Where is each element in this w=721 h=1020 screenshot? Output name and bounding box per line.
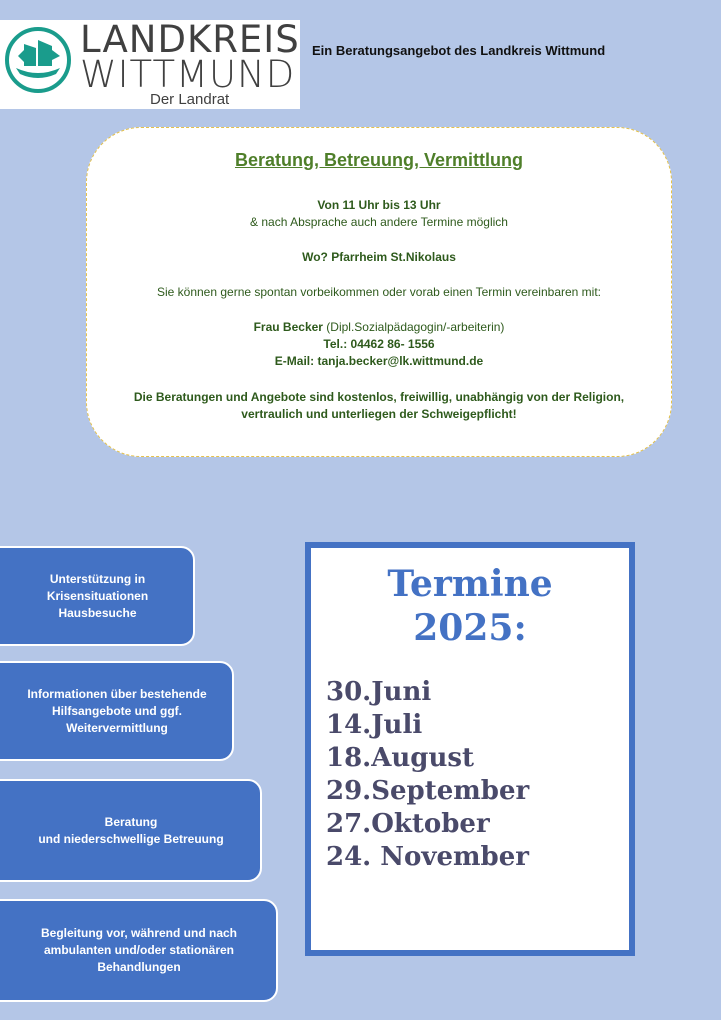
termine-date: 29.September bbox=[326, 776, 530, 806]
termine-box bbox=[305, 542, 635, 956]
service-box-4: Begleitung vor, während und nach ambulanten und/oder stationären Behandlungen bbox=[0, 899, 278, 1002]
info-contact bbox=[87, 320, 671, 334]
info-appointment: Sie können gerne spontan vorbeikommen oder vorab einen Termin vereinbaren mit: bbox=[156, 285, 602, 299]
header-note: Ein Beratungsangebot des Landkreis Wittmund bbox=[312, 43, 606, 58]
info-time-note: & nach Absprache auch andere Termine möglich bbox=[250, 215, 508, 229]
service-box-2: Informationen über bestehende Hilfsangebote und ggf. Weitervermittlung bbox=[0, 661, 234, 761]
termine-date: 27.Oktober bbox=[326, 809, 490, 839]
termine-date: 14.Juli bbox=[326, 710, 423, 740]
logo-line-2: WITTMUND bbox=[80, 53, 296, 96]
contact-role: (Dipl.Sozialpädagogin/-arbeiterin) bbox=[322, 320, 505, 334]
termine-title: Termine 2025: bbox=[387, 563, 553, 649]
logo bbox=[0, 20, 300, 109]
contact-name: Frau Becker bbox=[253, 320, 323, 334]
termine-dates bbox=[326, 676, 529, 874]
info-card bbox=[86, 127, 672, 457]
logo-subtitle: Der Landrat bbox=[150, 91, 230, 108]
info-time: Von 11 Uhr bis 13 Uhr bbox=[317, 198, 441, 212]
termine-date: 30.Juni bbox=[326, 677, 432, 707]
service-box-1: Unterstützung in Krisensituationen Hausbesuche bbox=[0, 546, 195, 646]
termine-date: 18.August bbox=[326, 743, 475, 773]
logo-line-1: LANDKREIS bbox=[80, 18, 300, 61]
ship-emblem-icon bbox=[4, 26, 72, 94]
info-phone: Tel.: 04462 86- 1556 bbox=[323, 337, 435, 351]
info-disclaimer-1: Die Beratungen und Angebote sind kostenlos, freiwillig, unabhängig von der Religion, bbox=[133, 390, 625, 404]
info-title: Beratung, Betreuung, Vermittlung bbox=[234, 150, 524, 170]
info-location: Wo? Pfarrheim St.Nikolaus bbox=[302, 250, 456, 264]
info-disclaimer-2: vertraulich und unterliegen der Schweigepflicht! bbox=[241, 407, 517, 421]
service-box-3: Beratung und niederschwellige Betreuung bbox=[0, 779, 262, 882]
info-email[interactable]: E-Mail: tanja.becker@lk.wittmund.de bbox=[274, 354, 484, 368]
termine-date: 24. November bbox=[326, 842, 529, 872]
